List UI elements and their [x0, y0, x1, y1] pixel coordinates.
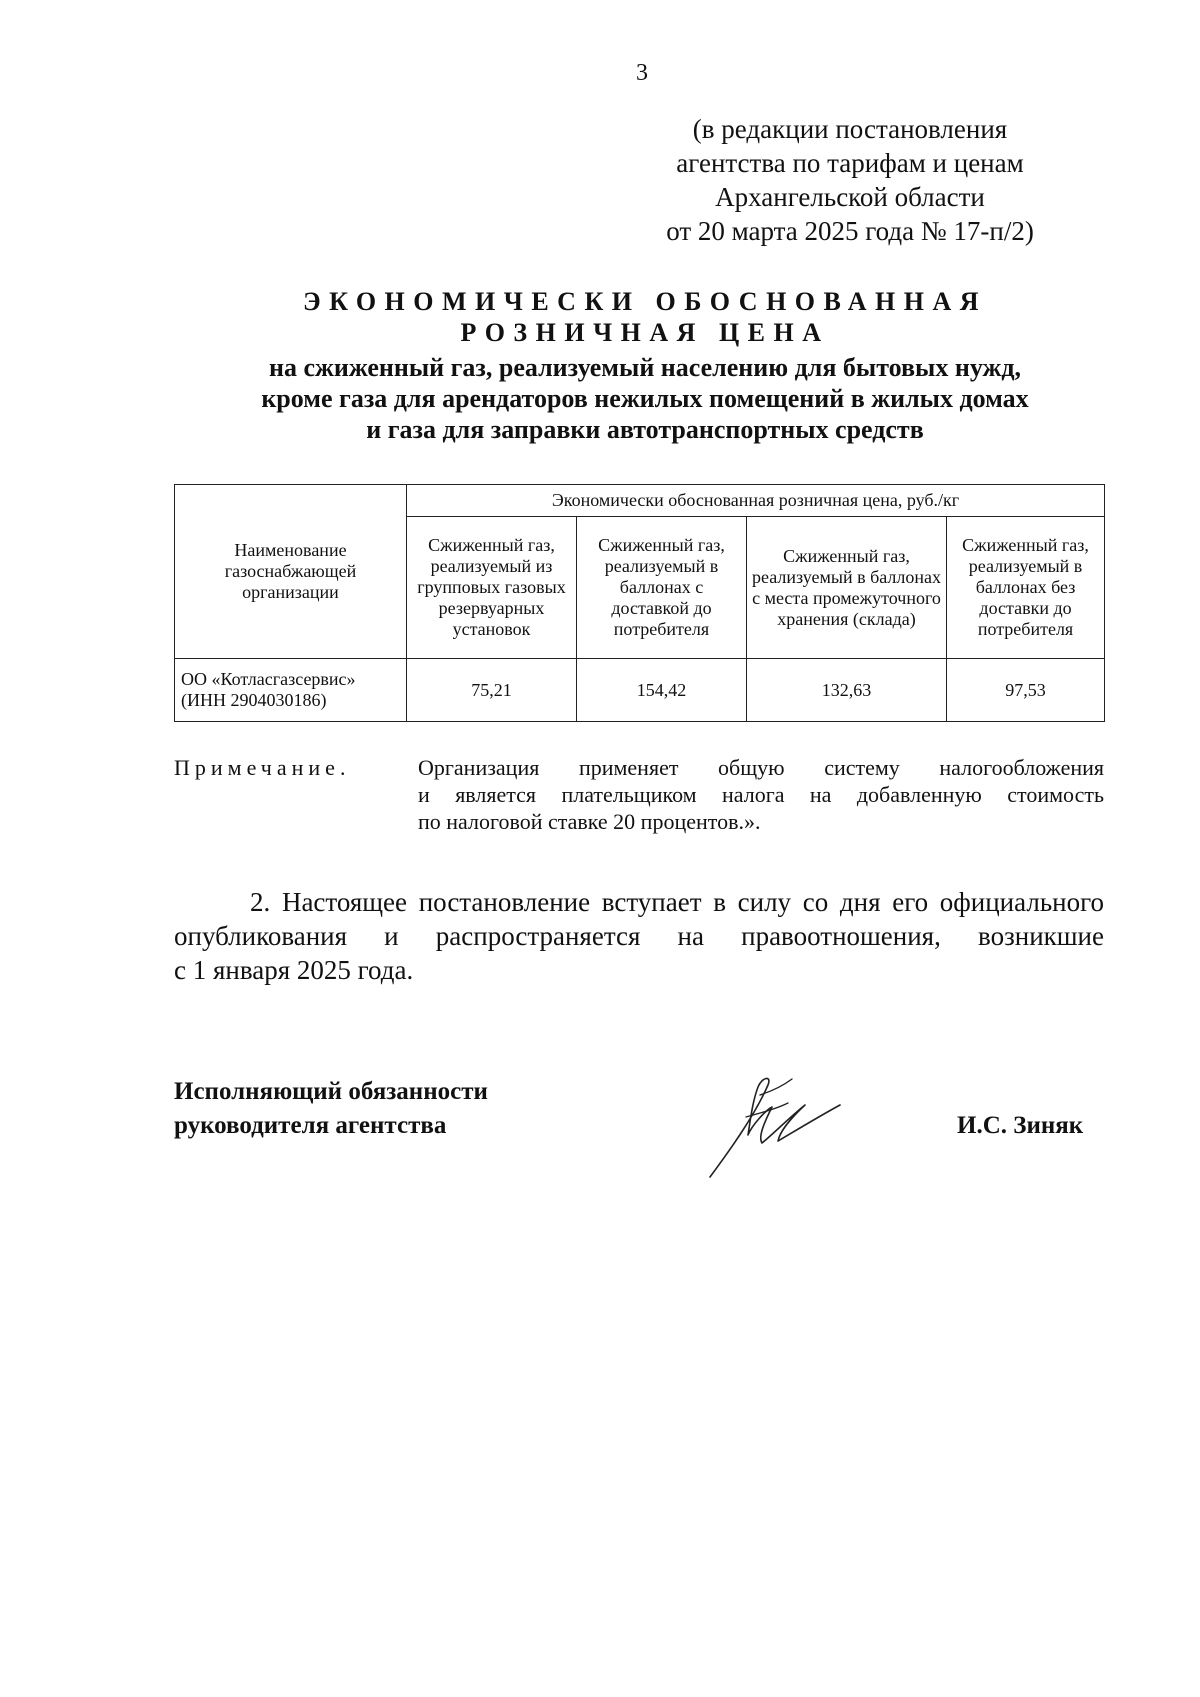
org-header-cell: Наименование газоснабжающей организации [175, 485, 407, 659]
redaction-line: от 20 марта 2025 года № 17-п/2) [666, 216, 1034, 246]
note-line: Организация применяет общую систему налогообложения [418, 755, 1104, 780]
redaction-note [640, 112, 1060, 248]
title-line-2: РОЗНИЧНАЯ ЦЕНА [460, 318, 830, 347]
price-table [174, 484, 1105, 722]
paragraph-line: 2. Настоящее постановление вступает в силу со дня его официального [250, 887, 1104, 917]
subtitle-line: кроме газа для арендаторов нежилых помещений в жилых домах [261, 384, 1029, 413]
signer-title-line: Исполняющий обязанности [174, 1078, 488, 1105]
price-group-header: Экономически обоснованная розничная цена, руб./кг [407, 485, 1105, 517]
paragraph-line: опубликования и распространяется на правоотношения, возникшие [174, 921, 1104, 951]
signer-title-line: руководителя агентства [174, 1112, 447, 1139]
org-inn: (ИНН 2904030186) [181, 690, 327, 710]
signer-name: И.С. Зиняк [957, 1112, 1084, 1139]
column-header: Сжиженный газ, реализуемый из групповых газовых резервуарных установок [407, 517, 577, 659]
price-cell: 75,21 [407, 659, 577, 722]
paragraph-line: с 1 января 2025 года. [174, 955, 414, 985]
org-cell [175, 659, 407, 722]
subtitle-line: на сжиженный газ, реализуемый населению для бытовых нужд, [268, 353, 1022, 382]
org-name: ОО «Котласгазсервис» [181, 669, 356, 689]
redaction-line: (в редакции постановления [692, 114, 1008, 144]
page-number: 3 [636, 60, 648, 86]
table-row [175, 659, 1105, 722]
signer-title [174, 1075, 488, 1143]
column-header: Сжиженный газ, реализуемый в баллонах с доставкой до потребителя [577, 517, 747, 659]
document-title [170, 286, 1120, 445]
title-line-1: ЭКОНОМИЧЕСКИ ОБОСНОВАННАЯ [302, 287, 988, 316]
redaction-line: Архангельской области [715, 182, 985, 212]
note-label: Примечание. [174, 755, 351, 780]
subtitle-line: и газа для заправки автотранспортных средств [366, 415, 924, 444]
column-header: Сжиженный газ, реализуемый в баллонах без доставки до потребителя [947, 517, 1105, 659]
note-line: и является плательщиком налога на добавленную стоимость [418, 782, 1104, 807]
effective-date-paragraph [174, 885, 1104, 987]
column-header: Сжиженный газ, реализуемый в баллонах с места промежуточного хранения (склада) [747, 517, 947, 659]
price-cell: 132,63 [747, 659, 947, 722]
handwritten-signature [700, 1065, 850, 1180]
note-line: по налоговой ставке 20 процентов.». [418, 809, 761, 834]
price-cell: 154,42 [577, 659, 747, 722]
note-text [418, 754, 1104, 835]
price-cell: 97,53 [947, 659, 1105, 722]
redaction-line: агентства по тарифам и ценам [676, 148, 1024, 178]
